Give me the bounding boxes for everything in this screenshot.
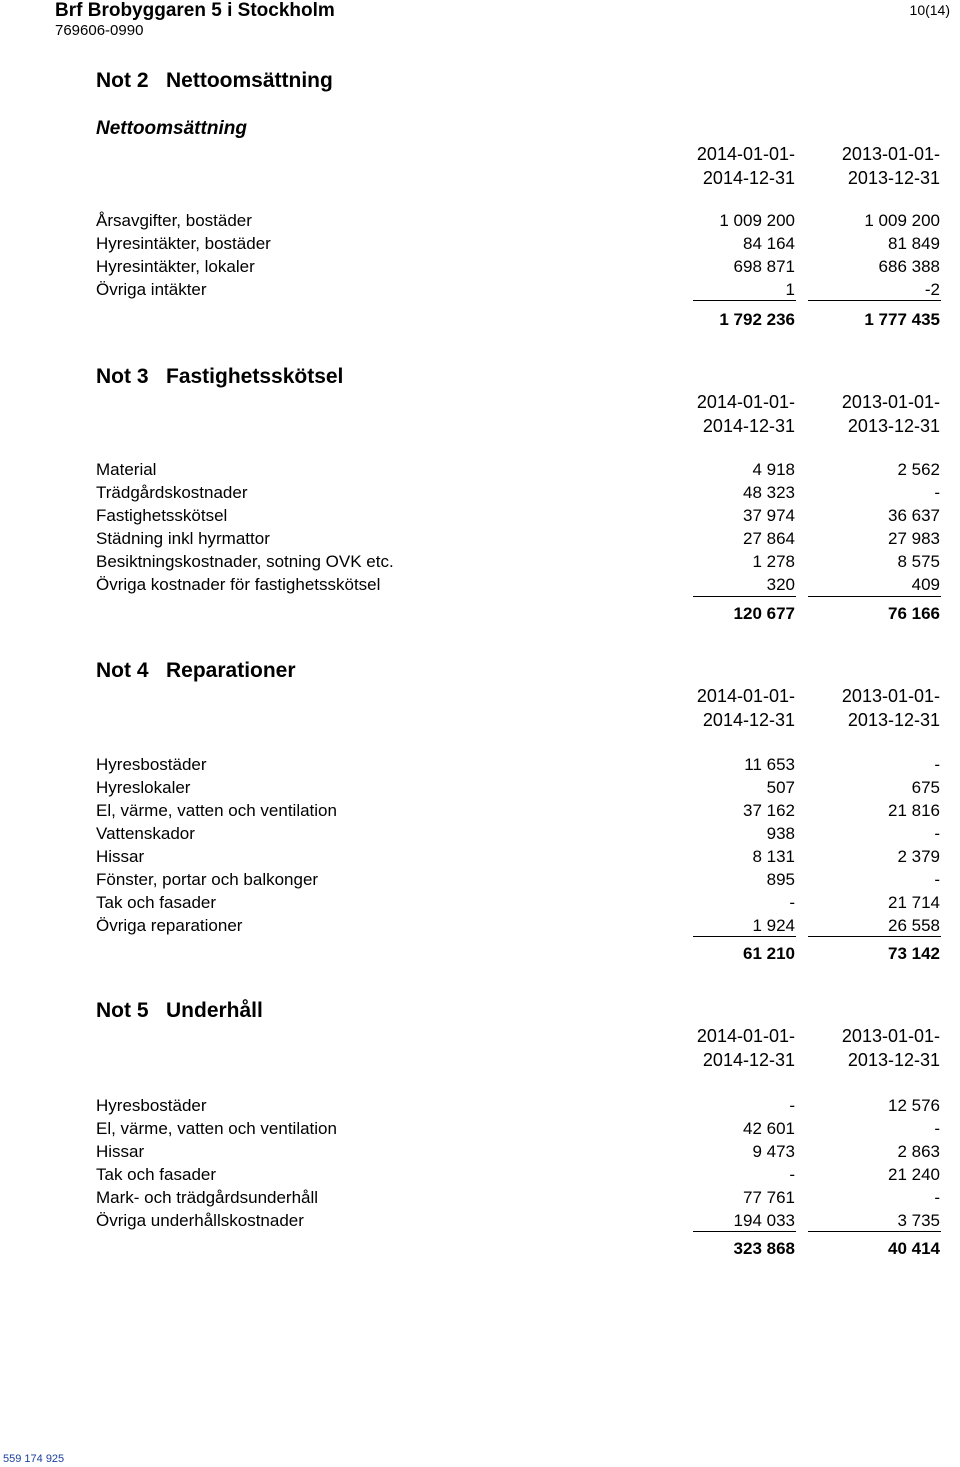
- sum-line-previous: [808, 936, 941, 937]
- note-number: Not 2: [96, 69, 149, 92]
- period-end: 2013-12-31: [847, 710, 940, 730]
- sum-line-previous: [808, 596, 941, 597]
- table-row: [0, 527, 960, 550]
- page-number: 10(14): [909, 2, 950, 18]
- total-value-current: 120 677: [733, 604, 795, 623]
- sum-line-current: [693, 936, 796, 937]
- org-number: 769606-0990: [55, 22, 144, 39]
- row-value-current: 9 473: [752, 1142, 795, 1161]
- row-value-current: 1: [785, 280, 795, 299]
- table-row: [0, 458, 960, 481]
- note-title: [96, 659, 296, 683]
- table-row: [0, 1186, 960, 1209]
- row-label: Hyresintäkter, bostäder: [96, 234, 271, 253]
- row-value-previous: 3 735: [897, 1211, 940, 1230]
- total-row: [0, 308, 960, 331]
- table-row: [0, 914, 960, 937]
- row-value-previous: -: [934, 1188, 940, 1207]
- row-label: Tak och fasader: [96, 1165, 217, 1184]
- row-value-current: -: [789, 1165, 795, 1184]
- period-start: 2013-01-01-: [841, 392, 940, 412]
- table-row: [0, 1094, 960, 1117]
- row-value-current: 4 918: [752, 460, 795, 479]
- row-value-current: 1 278: [752, 552, 795, 571]
- row-value-current: 37 162: [743, 801, 795, 820]
- period-start: 2013-01-01-: [841, 1026, 940, 1046]
- row-value-previous: 2 863: [897, 1142, 940, 1161]
- note-title: [96, 999, 263, 1023]
- row-value-previous: 12 576: [888, 1096, 940, 1115]
- row-value-current: -: [789, 1096, 795, 1115]
- period-start: 2013-01-01-: [841, 144, 940, 164]
- row-value-current: 698 871: [733, 257, 795, 276]
- period-end: 2013-12-31: [847, 168, 940, 188]
- note-title: [96, 69, 333, 93]
- table-row: [0, 232, 960, 255]
- table-row: [0, 868, 960, 891]
- row-value-current: 938: [766, 824, 795, 843]
- note-title: [96, 365, 343, 389]
- row-label: Årsavgifter, bostäder: [96, 211, 252, 230]
- period-start: 2014-01-01-: [696, 686, 795, 706]
- row-label: Städning inkl hyrmattor: [96, 529, 270, 548]
- row-label: Övriga kostnader för fastighetsskötsel: [96, 575, 381, 594]
- period-header-1: [697, 142, 795, 190]
- table-row: [0, 278, 960, 301]
- period-start: 2014-01-01-: [696, 392, 795, 412]
- row-label: Hyreslokaler: [96, 778, 191, 797]
- table-row: [0, 1209, 960, 1232]
- row-value-current: 8 131: [752, 847, 795, 866]
- row-label: Trädgårdskostnader: [96, 483, 248, 502]
- sum-line-previous: [808, 300, 941, 301]
- row-label: Mark- och trädgårdsunderhåll: [96, 1188, 319, 1207]
- sum-line-current: [693, 596, 796, 597]
- total-value-current: 323 868: [733, 1239, 795, 1258]
- row-value-previous: 27 983: [888, 529, 940, 548]
- row-value-previous: 686 388: [878, 257, 940, 276]
- total-value-current: 1 792 236: [719, 310, 795, 329]
- period-end: 2014-12-31: [702, 416, 795, 436]
- row-value-previous: -: [934, 870, 940, 889]
- note-number: Not 5: [96, 999, 149, 1022]
- organisation-name: Brf Brobyggaren 5 i Stockholm: [55, 0, 335, 21]
- row-label: Övriga reparationer: [96, 916, 243, 935]
- row-label: Övriga underhållskostnader: [96, 1211, 304, 1230]
- total-value-previous: 76 166: [888, 604, 940, 623]
- note-heading: Fastighetsskötsel: [166, 365, 344, 388]
- document-id: 559 174 925: [3, 1453, 65, 1465]
- row-label: Hyresbostäder: [96, 1096, 207, 1115]
- total-value-previous: 1 777 435: [864, 310, 940, 329]
- table-row: [0, 209, 960, 232]
- period-end: 2014-12-31: [702, 1050, 795, 1070]
- period-end: 2014-12-31: [702, 168, 795, 188]
- note-heading: Underhåll: [166, 999, 263, 1022]
- row-label: Material: [96, 460, 157, 479]
- row-value-previous: 26 558: [888, 916, 940, 935]
- period-start: 2014-01-01-: [696, 144, 795, 164]
- note-subtitle: Nettoomsättning: [96, 118, 247, 139]
- total-row: [0, 942, 960, 965]
- row-value-current: 37 974: [743, 506, 795, 525]
- note-heading: Reparationer: [166, 659, 296, 682]
- table-row: [0, 550, 960, 573]
- table-row: [0, 822, 960, 845]
- row-label: El, värme, vatten och ventilation: [96, 801, 337, 820]
- row-value-current: 320: [766, 575, 795, 594]
- row-value-current: 1 009 200: [719, 211, 795, 230]
- row-value-previous: 2 379: [897, 847, 940, 866]
- table-row: [0, 845, 960, 868]
- row-label: Hyresbostäder: [96, 755, 207, 774]
- row-label: Vattenskador: [96, 824, 195, 843]
- period-start: 2013-01-01-: [841, 686, 940, 706]
- row-value-current: 27 864: [743, 529, 795, 548]
- row-label: Fönster, portar och balkonger: [96, 870, 319, 889]
- row-value-current: 48 323: [743, 483, 795, 502]
- row-value-previous: 675: [911, 778, 940, 797]
- table-row: [0, 753, 960, 776]
- period-start: 2014-01-01-: [696, 1026, 795, 1046]
- row-value-previous: -: [934, 1119, 940, 1138]
- total-value-current: 61 210: [743, 944, 795, 963]
- row-label: Hissar: [96, 847, 145, 866]
- note-number: Not 3: [96, 365, 149, 388]
- row-value-current: 194 033: [733, 1211, 795, 1230]
- row-label: Hissar: [96, 1142, 145, 1161]
- period-end: 2013-12-31: [847, 1050, 940, 1070]
- sum-line-previous: [808, 1231, 941, 1232]
- row-value-current: 507: [766, 778, 795, 797]
- table-row: [0, 481, 960, 504]
- table-row: [0, 504, 960, 527]
- period-header-2: [842, 684, 940, 732]
- table-row: [0, 776, 960, 799]
- row-value-previous: 21 714: [888, 893, 940, 912]
- period-header-1: [697, 390, 795, 438]
- total-row: [0, 1237, 960, 1260]
- total-row: [0, 602, 960, 625]
- sum-line-current: [693, 1231, 796, 1232]
- row-label: Tak och fasader: [96, 893, 217, 912]
- row-value-previous: -: [934, 824, 940, 843]
- row-value-previous: 8 575: [897, 552, 940, 571]
- table-row: [0, 573, 960, 596]
- period-header-1: [697, 684, 795, 732]
- row-value-current: 77 761: [743, 1188, 795, 1207]
- row-value-current: 1 924: [752, 916, 795, 935]
- row-value-previous: 2 562: [897, 460, 940, 479]
- row-label: Övriga intäkter: [96, 280, 207, 299]
- row-value-previous: 81 849: [888, 234, 940, 253]
- total-value-previous: 73 142: [888, 944, 940, 963]
- period-end: 2013-12-31: [847, 416, 940, 436]
- row-label: Hyresintäkter, lokaler: [96, 257, 255, 276]
- table-row: [0, 255, 960, 278]
- period-header-2: [842, 390, 940, 438]
- note-heading: Nettoomsättning: [166, 69, 333, 92]
- row-value-current: 11 653: [744, 755, 795, 774]
- row-value-current: 895: [766, 870, 795, 889]
- note-number: Not 4: [96, 659, 149, 682]
- table-row: [0, 1140, 960, 1163]
- row-value-previous: 36 637: [888, 506, 940, 525]
- period-end: 2014-12-31: [702, 710, 795, 730]
- row-label: Besiktningskostnader, sotning OVK etc.: [96, 552, 394, 571]
- period-header-1: [697, 1024, 795, 1072]
- row-value-current: 84 164: [743, 234, 795, 253]
- period-header-2: [842, 142, 940, 190]
- row-value-previous: 21 816: [888, 801, 940, 820]
- row-value-previous: 1 009 200: [864, 211, 940, 230]
- row-value-previous: -: [934, 483, 940, 502]
- sum-line-current: [693, 300, 796, 301]
- row-label: El, värme, vatten och ventilation: [96, 1119, 337, 1138]
- table-row: [0, 799, 960, 822]
- table-row: [0, 891, 960, 914]
- row-value-previous: -2: [924, 280, 940, 299]
- row-value-previous: 409: [911, 575, 940, 594]
- period-header-2: [842, 1024, 940, 1072]
- table-row: [0, 1117, 960, 1140]
- total-value-previous: 40 414: [888, 1239, 940, 1258]
- row-value-current: -: [789, 893, 795, 912]
- row-value-previous: -: [934, 755, 940, 774]
- row-value-previous: 21 240: [888, 1165, 940, 1184]
- table-row: [0, 1163, 960, 1186]
- row-value-current: 42 601: [743, 1119, 795, 1138]
- row-label: Fastighetsskötsel: [96, 506, 228, 525]
